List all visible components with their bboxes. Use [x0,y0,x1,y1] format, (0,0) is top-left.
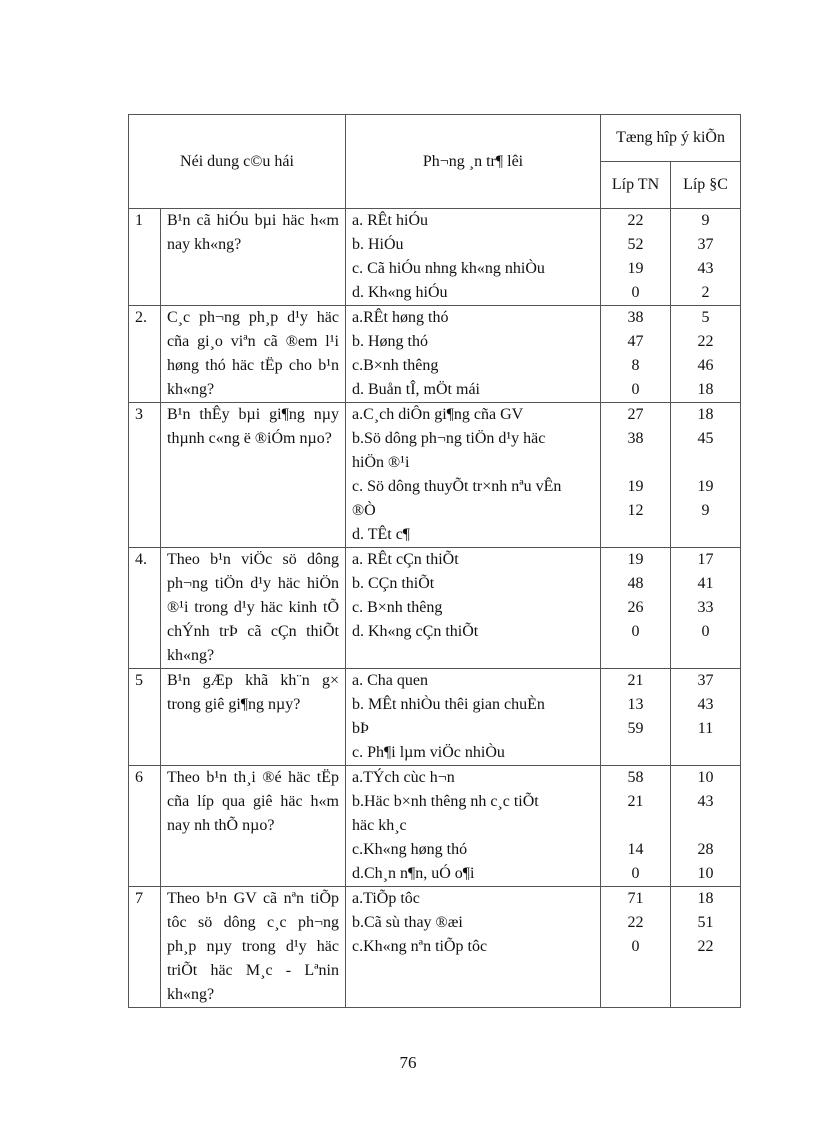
count-tn: 13 [627,696,644,713]
count-tn-cell [601,209,671,306]
count-tn [601,814,670,838]
question-text: Theo b¹n viÖc sö dông ph¬ng tiÖn d¹y häc hiÖn ®¹i trong d¹y häc kinh tÕ chÝnh trÞ cã cÇn thiÕt kh«ng? [161,548,346,669]
table-row [129,209,741,306]
survey-table [128,114,741,1008]
count-dc: 10 [697,865,714,882]
count-tn [601,523,670,547]
count-tn-cell [601,403,671,548]
question-number: 6 [129,766,161,887]
header-total: Tæng hîp ý kiÕn [601,115,741,162]
answer-option: b. MÊt nhiÒu thêi gian chuÈn [352,696,545,713]
count-dc: 37 [697,672,714,689]
answer-option: d. Kh«ng cÇn thiÕt [352,623,479,640]
count-tn: 48 [627,575,644,592]
table-body [129,209,741,1008]
count-tn: 26 [627,599,644,616]
question-number: 5 [129,669,161,766]
count-dc: 18 [697,890,714,907]
count-dc-cell [671,209,741,306]
count-dc: 43 [697,793,714,810]
count-tn-cell [601,306,671,403]
count-dc: 43 [697,260,714,277]
count-tn: 21 [627,793,644,810]
count-tn: 21 [627,672,644,689]
count-dc: 5 [701,309,710,326]
table-row [129,403,741,548]
count-dc: 37 [697,236,714,253]
count-dc [671,451,740,475]
count-tn: 14 [627,841,644,858]
count-tn: 22 [627,212,644,229]
count-dc: 2 [701,284,710,301]
count-dc [671,741,740,765]
question-number: 7 [129,887,161,1008]
count-tn: 58 [627,769,644,786]
answer-option: c. Cã hiÓu nhng kh«ng nhiÒu [352,260,545,277]
question-text: B¹n thÊy bµi gi¶ng nµy thµnh c«ng ë ®iÓm nµo? [161,403,346,548]
count-tn-cell [601,548,671,669]
count-tn-cell [601,669,671,766]
header-answer: Ph¬ng ¸n tr¶ lêi [346,115,601,209]
answer-option: d. Buån tÎ, mÖt mái [352,381,480,398]
answer-option: häc kh¸c [352,817,407,834]
answer-option: a.RÊt høng thó [352,309,449,326]
header-content: Néi dung c©u hái [129,115,346,209]
count-tn: 47 [627,333,644,350]
count-dc: 41 [697,575,714,592]
table-row [129,306,741,403]
question-number: 2. [129,306,161,403]
count-tn: 19 [627,260,644,277]
count-dc: 9 [701,212,710,229]
answer-option: b. HiÓu [352,236,404,253]
answer-option: b.Cã sù thay ®æi [352,914,463,931]
answer-option: c. Sö dông thuyÕt tr×nh nªu vÊn [352,478,562,495]
answer-option: c.Kh«ng høng thó [352,841,468,858]
count-dc: 11 [697,720,714,737]
count-dc: 45 [697,430,714,447]
answer-option: ®Ò [352,502,376,519]
count-dc: 46 [697,357,714,374]
header-group-dc: Líp §C [671,162,741,209]
count-tn [601,451,670,475]
question-number: 1 [129,209,161,306]
count-tn: 0 [631,284,640,301]
count-tn: 19 [627,478,644,495]
count-tn: 12 [627,502,644,519]
count-dc: 9 [701,502,710,519]
question-text: C¸c ph¬ng ph¸p d¹y häc cña gi¸o viªn cã ®em l¹i høng thó häc tËp cho b¹n kh«ng? [161,306,346,403]
count-dc-cell [671,548,741,669]
answer-option: a.C¸ch diÔn gi¶ng cña GV [352,406,524,423]
question-text: Theo b¹n GV cã nªn tiÕp tôc sö dông c¸c ph¬ng ph¸p nµy trong d¹y häc triÕt häc M¸c - Lªnin kh«ng? [161,887,346,1008]
count-dc: 51 [697,914,714,931]
question-text: B¹n cã hiÓu bµi häc h«m nay kh«ng? [161,209,346,306]
count-tn: 71 [627,890,644,907]
question-text: Theo b¹n th¸i ®é häc tËp cña líp qua giê häc h«m nay nh thÕ nµo? [161,766,346,887]
answer-option: b.Sö dông ph¬ng tiÖn d¹y häc [352,430,546,447]
count-tn: 19 [627,551,644,568]
count-dc-cell [671,669,741,766]
table-row [129,766,741,887]
answer-option: c.Kh«ng nªn tiÕp tôc [352,938,488,955]
answer-option: hiÖn ®¹i [352,454,410,471]
answer-option: a. RÊt cÇn thiÕt [352,551,459,568]
header-group-tn: Líp TN [601,162,671,209]
table-row [129,887,741,1008]
answer-option-cell [346,548,601,669]
count-tn: 52 [627,236,644,253]
count-tn: 38 [627,309,644,326]
count-dc [671,523,740,547]
count-dc: 22 [697,938,714,955]
count-dc [671,814,740,838]
answer-option: c. Ph¶i lµm viÖc nhiÒu [352,744,505,761]
count-dc-cell [671,306,741,403]
table-row [129,669,741,766]
count-dc: 10 [697,769,714,786]
page-number: 76 [399,1053,417,1072]
answer-option-cell [346,669,601,766]
answer-option: a.TÝch cùc h¬n [352,769,455,786]
count-dc: 18 [697,406,714,423]
answer-option-cell [346,306,601,403]
count-tn [601,741,670,765]
count-tn-cell [601,766,671,887]
answer-option: d. Kh«ng hiÓu [352,284,448,301]
count-tn: 0 [631,623,640,640]
count-dc: 19 [697,478,714,495]
table-row [129,548,741,669]
count-dc: 0 [701,623,710,640]
question-number: 3 [129,403,161,548]
answer-option-cell [346,209,601,306]
count-dc-cell [671,887,741,1008]
count-tn: 0 [631,865,640,882]
answer-option: b.Häc b×nh thêng nh c¸c tiÕt [352,793,539,810]
answer-option: c.B×nh thêng [352,357,439,374]
count-tn: 8 [631,357,640,374]
answer-option: b. Høng thó [352,333,428,350]
answer-option: a.TiÕp tôc [352,890,420,907]
answer-option: d. TÊt c¶ [352,526,411,543]
answer-option-cell [346,403,601,548]
count-dc: 22 [697,333,714,350]
question-number: 4. [129,548,161,669]
count-dc-cell [671,403,741,548]
count-tn: 0 [631,381,640,398]
count-dc: 33 [697,599,714,616]
question-text: B¹n gÆp khã kh¨n g× trong giê gi¶ng nµy? [161,669,346,766]
answer-option: b. CÇn thiÕt [352,575,435,592]
count-dc: 28 [697,841,714,858]
answer-option: d.Ch¸n n¶n, uÓ o¶i [352,865,475,882]
count-tn: 59 [627,720,644,737]
count-tn: 22 [627,914,644,931]
answer-option: c. B×nh thêng [352,599,443,616]
count-dc: 43 [697,696,714,713]
count-dc: 17 [697,551,714,568]
answer-option: a. Cha quen [352,672,428,689]
count-dc-cell [671,766,741,887]
count-tn: 0 [631,938,640,955]
count-dc: 18 [697,381,714,398]
answer-option-cell [346,887,601,1008]
answer-option: bÞ [352,720,369,737]
answer-option: a. RÊt hiÓu [352,212,428,229]
count-tn: 38 [627,430,644,447]
count-tn: 27 [627,406,644,423]
count-tn-cell [601,887,671,1008]
answer-option-cell [346,766,601,887]
